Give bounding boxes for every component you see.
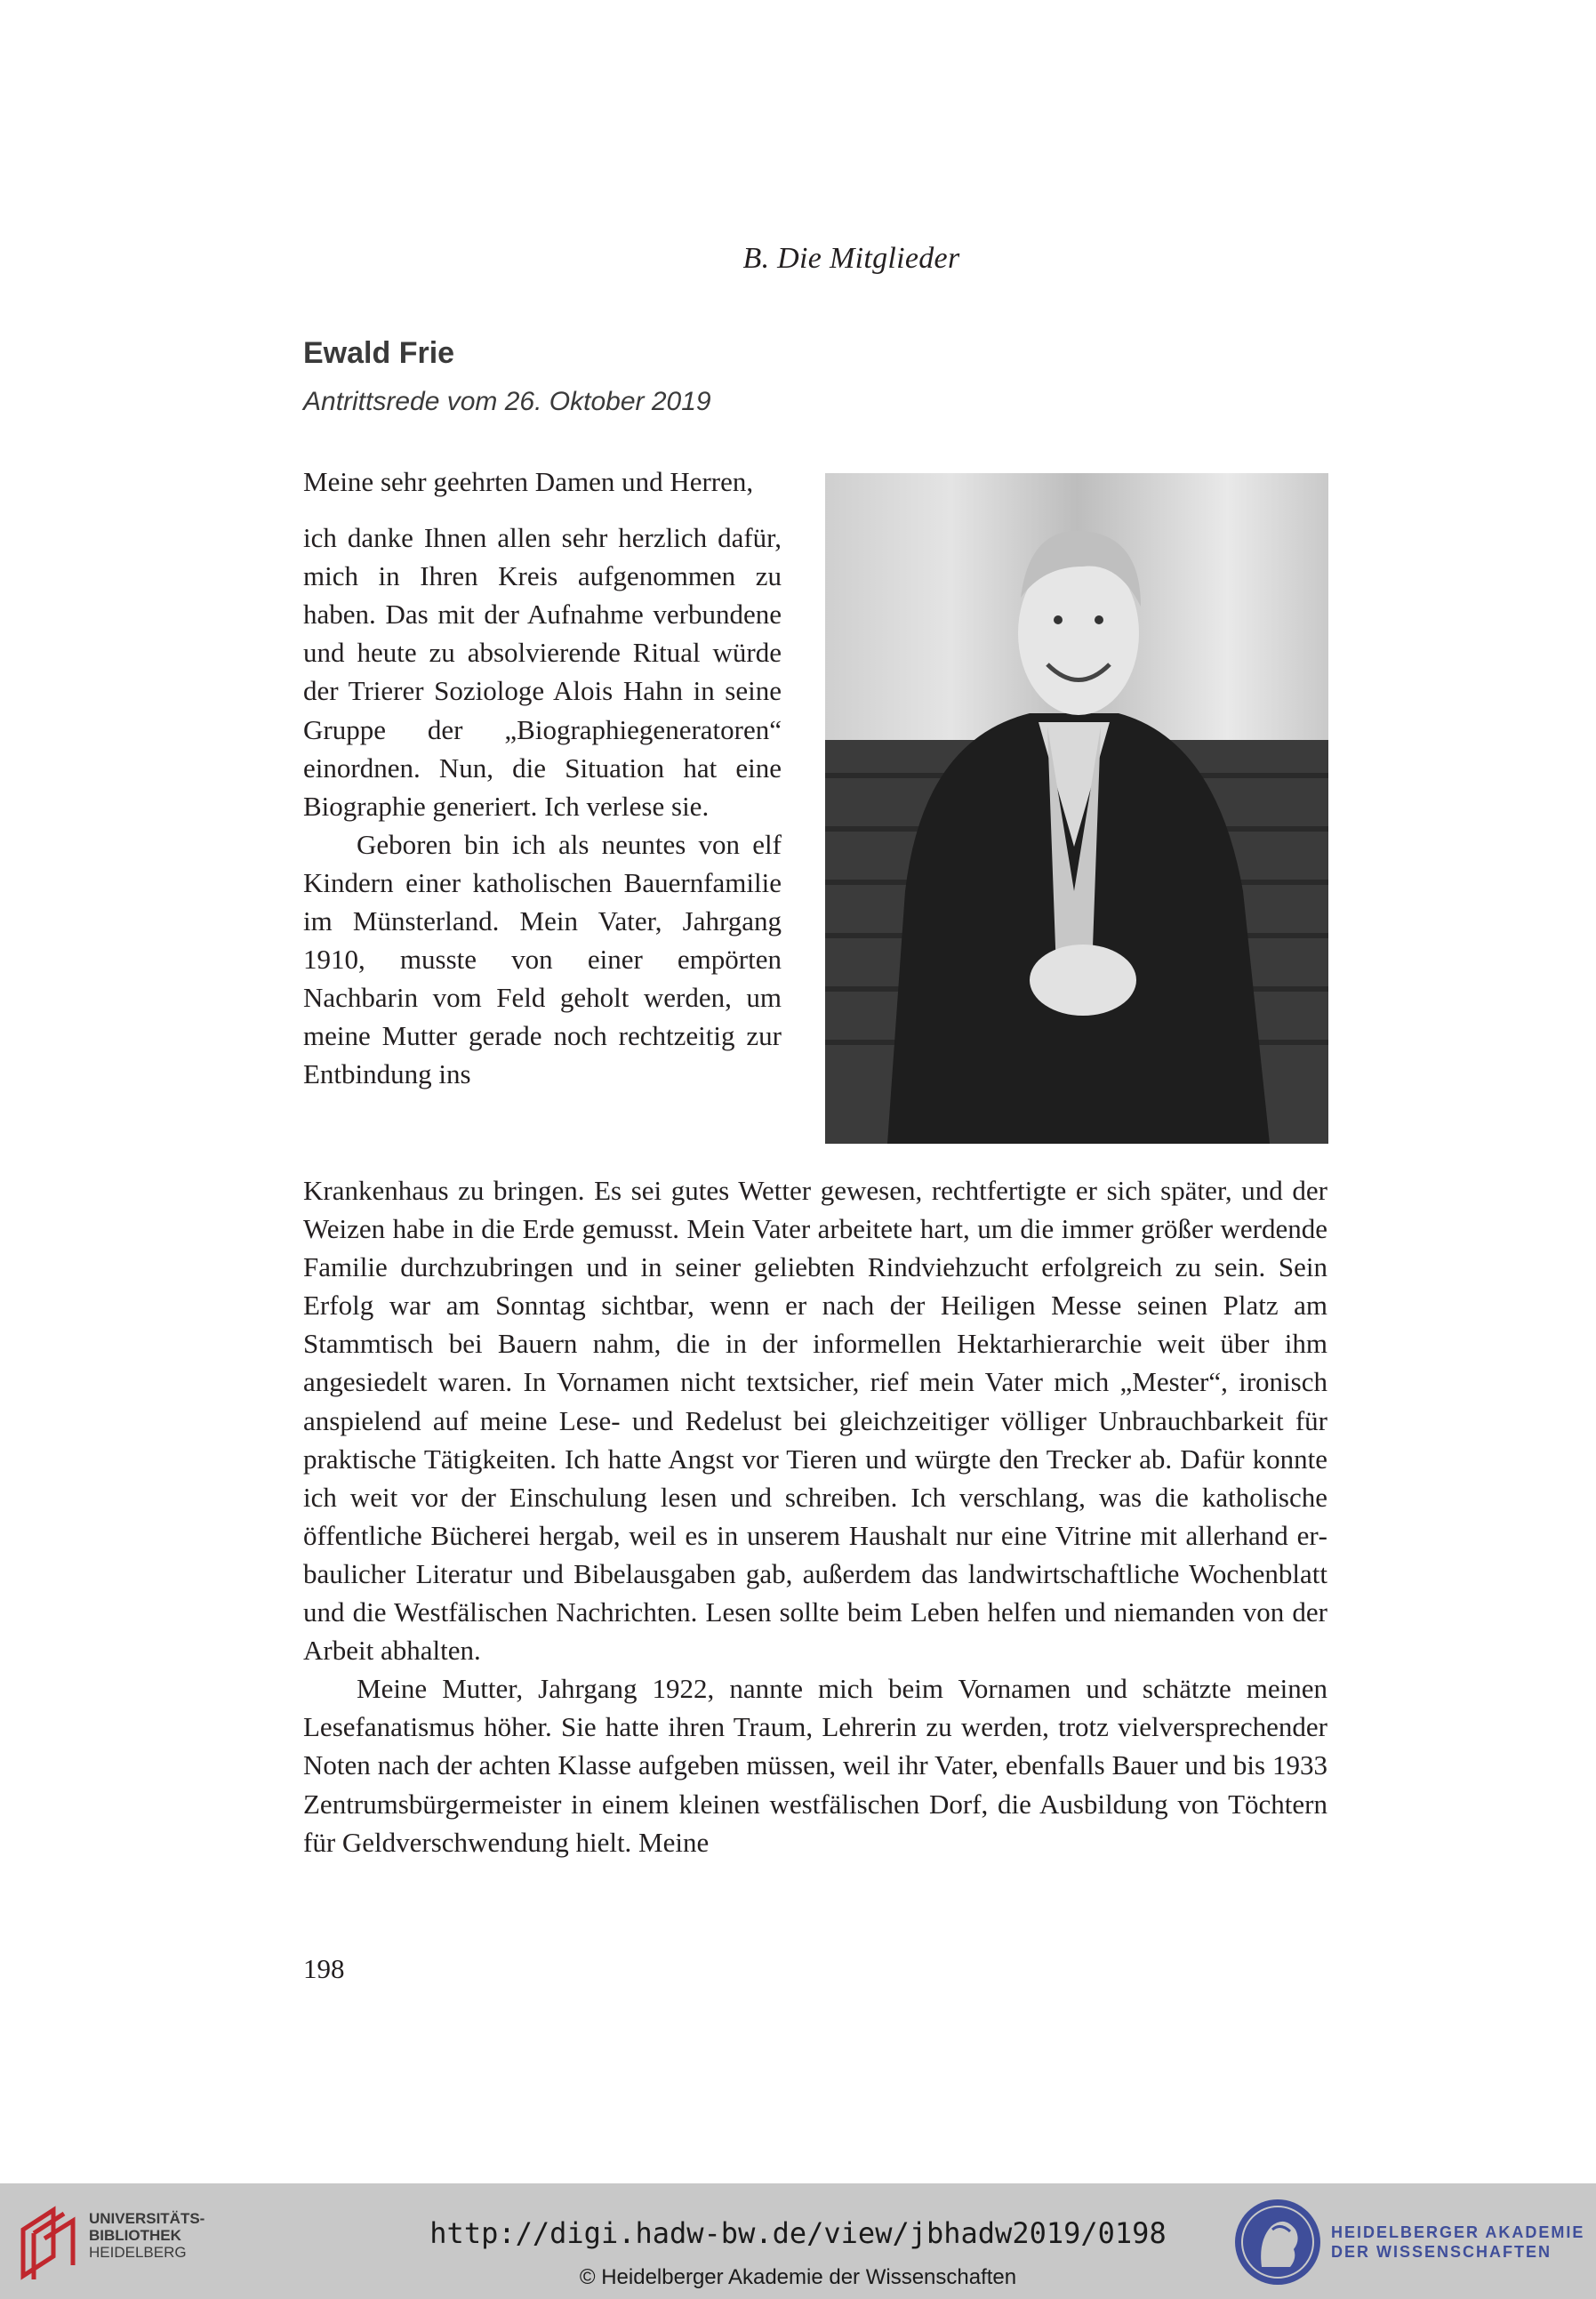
source-url-link[interactable]: http://digi.hadw-bw.de/view/jbhadw2019/0198 <box>429 2216 1167 2250</box>
paragraph: ich danke Ihnen allen sehr herzlich dafür, mich in Ihren Kreis aufgenommen zu haben. Das mit der Aufnahme verbundene und heute zu absolvierende Ritual würde der Trierer Soziologe Alois Hahn in seine Gruppe der „Biographiegeneratoren“ einordnen. Nun, die Situation hat eine Biographie generiert. Ich verlese sie. <box>303 522 782 822</box>
library-name-line: BIBLIOTHEK <box>89 2227 181 2244</box>
paragraph: Geboren bin ich als neuntes von elf Kindern einer katholischen Bauernfamilie im Münsterland. Mein Vater, Jahrgang 1910, musste von einer empörten Nachbarin vom Feld geholt werden, um meine Mutter gerade noch rechtzeitig zur Entbindung ins <box>303 828 782 1090</box>
paragraph: Krankenhaus zu bringen. Es sei gutes Wetter gewesen, rechtfertigte er sich später, und der Weizen habe in die Erde gemusst. Mein Vater arbeitete hart, um die immer größer werdende Familie durchzubringen und in seiner geliebten Rindviehzucht erfolgreich zu sein. Sein Erfolg war am Sonntag sichtbar, wenn er nach der Heiligen Messe seinen Platz am Stammtisch bei Bauern nahm, die in der informellen Hektarhierarchie weit über ihm angesiedelt waren. In Vornamen nicht textsicher, rief mein Vater mich „Mester“, ironisch anspielend auf meine Lese- und Redelust bei gleichzeitiger völliger Unbrauchbarkeit für praktische Tätigkeiten. Ich hatte Angst vor Tieren und würgte den Trecker ab. Dafür konnte ich weit vor der Einschulung lesen und schreiben. Ich verschlang, was die katholische öffentliche Bücherei hergab, weil es in unserem Haushalt nur eine Vitrine mit allerhand erbaulicher Literatur und Bibelausgaben gab, außerdem das landwirtschaftliche Wochenblatt und die Westfälischen Nachrichten. Lesen sollte beim Leben helfen und niemanden von der Arbeit abhalten. <box>303 1175 1327 1667</box>
academy-seal-icon <box>1231 2196 1324 2288</box>
library-name-line: UNIVERSITÄTS- <box>89 2210 205 2227</box>
salutation: Meine sehr geehrten Damen und Herren, <box>303 466 754 497</box>
library-name-line: HEIDELBERG <box>89 2244 187 2261</box>
column-text <box>303 462 782 1094</box>
speech-subtitle: Antrittsrede vom 26. Oktober 2019 <box>303 387 711 416</box>
copyright-notice: © Heidelberger Akademie der Wissenschaften <box>579 2265 1017 2289</box>
academy-name-line: HEIDELBERGER AKADEMIE <box>1331 2223 1585 2241</box>
footer-bar <box>0 2183 1596 2299</box>
portrait-illustration <box>825 473 1328 1144</box>
author-name: Ewald Frie <box>303 336 455 370</box>
page-number: 198 <box>303 1953 345 1984</box>
author-portrait-photo <box>825 473 1328 1144</box>
academy-name <box>1331 2223 1584 2262</box>
paragraph: Meine Mutter, Jahrgang 1922, nannte mich beim Vornamen und schätzte meinen Lesefanatismus höher. Sie hatte ihren Traum, Lehrerin zu werden, trotz vielversprechender Noten nach der achten Klasse aufgeben müssen, weil ihr Vater, ebenfalls Bauer und bis 1933 Zentrumsbürgermeister in einem kleinen westfälischen Dorf, die Ausbildung von Töchtern für Geldverschwendung hielt. Meine <box>303 1673 1327 1858</box>
body-text <box>303 1171 1327 1861</box>
academy-name-line: DER WISSENSCHAFTEN <box>1331 2243 1552 2261</box>
running-head: B. Die Mitglieder <box>742 242 960 275</box>
